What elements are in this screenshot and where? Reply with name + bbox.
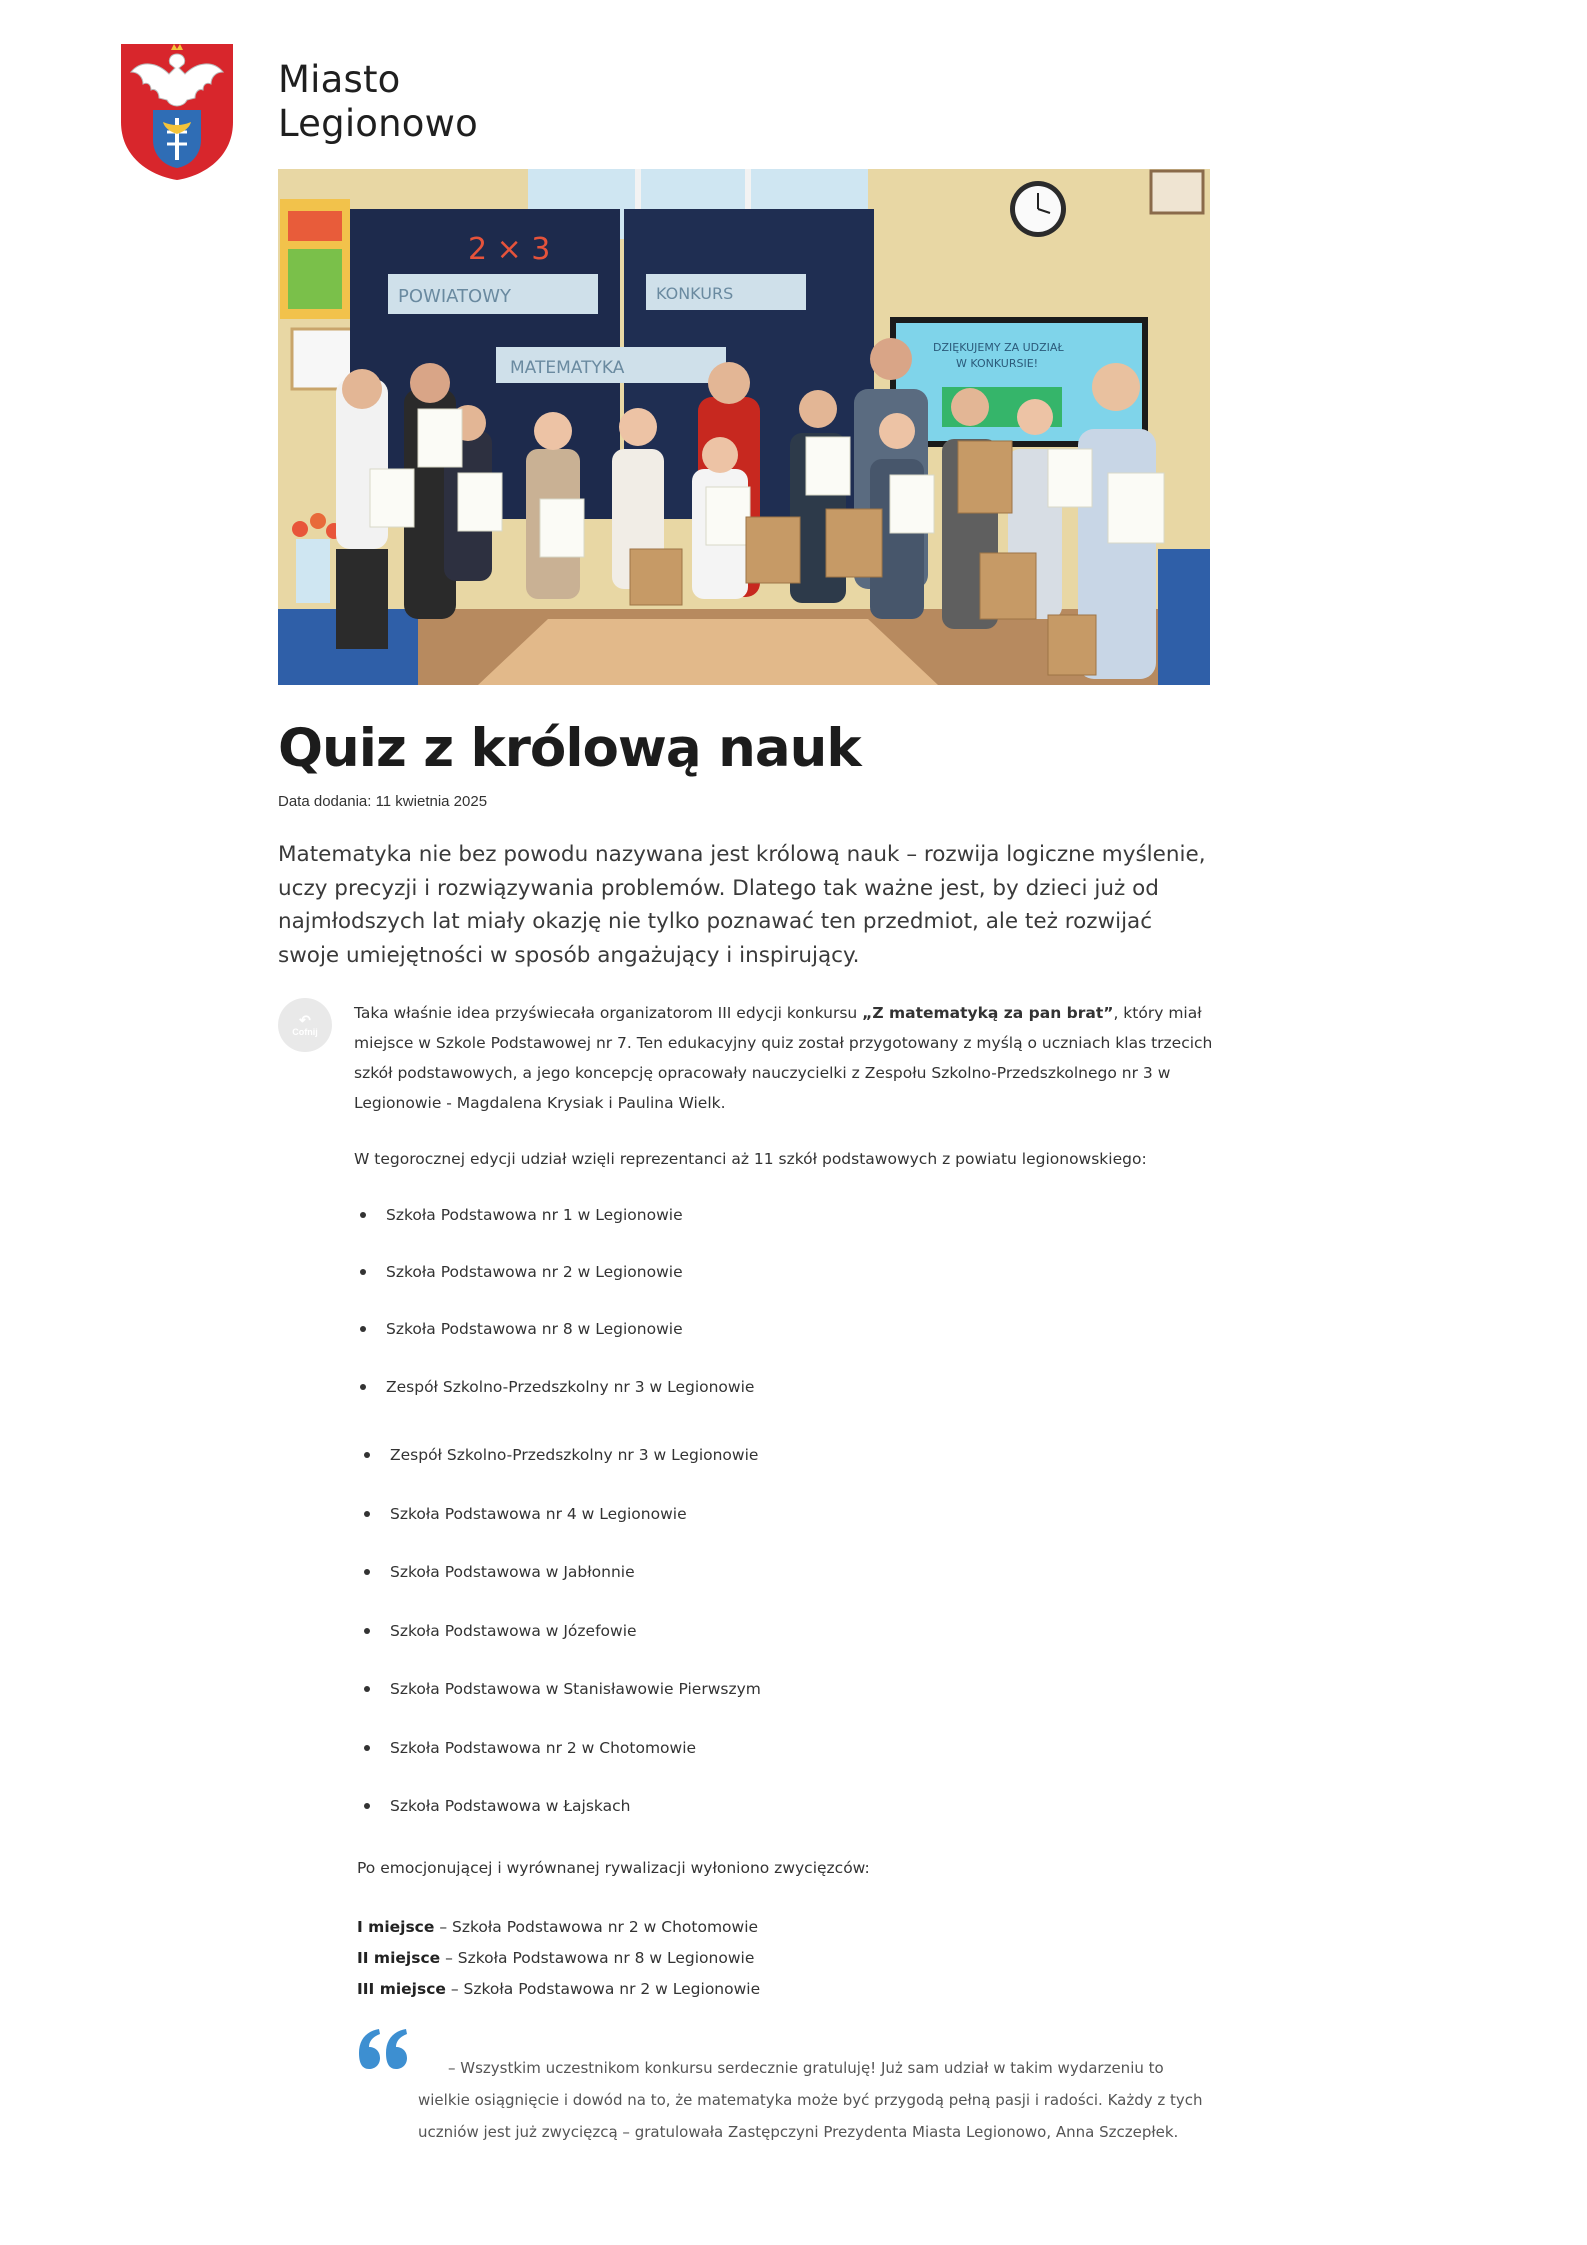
list-item: Zespół Szkolno-Przedszkolny nr 3 w Legionowie <box>358 1440 758 1470</box>
site-name[interactable] <box>278 58 478 146</box>
list-item: Szkoła Podstawowa nr 4 w Legionowie <box>358 1499 687 1529</box>
photo-screen-text-2: W KONKURSIE! <box>956 357 1039 370</box>
list-item: Szkoła Podstawowa w Józefowie <box>358 1616 637 1646</box>
article-lead: Matematyka nie bez powodu nazywana jest królową nauk – rozwija logiczne myślenie, uczy precyzji i rozwiązywania problemów. Dlatego tak ważne jest, by dzieci już od najmłodszych lat miały okazję nie tylko poznawać ten przedmiot, ale też rozwijać swoje umiejętności w sposób angażujący i inspirujący. <box>278 842 1206 968</box>
article-date: Data dodania: 11 kwietnia 2025 <box>278 793 488 810</box>
photo-math-label: 2 × 3 <box>468 232 551 267</box>
winner-row <box>357 1943 760 1974</box>
winner-school: – Szkoła Podstawowa nr 2 w Chotomowie <box>434 1918 759 1936</box>
photo-banner-2: KONKURS <box>656 284 734 303</box>
paragraph-1-start: Taka właśnie idea przyświecała organizatorom III edycji konkursu <box>354 1004 863 1022</box>
contest-name: „Z matematyką za pan brat” <box>862 1004 1114 1022</box>
site-header <box>117 40 617 182</box>
list-item: Zespół Szkolno-Przedszkolny nr 3 w Legionowie <box>354 1372 754 1402</box>
back-arrow-icon: ↶ <box>299 1012 311 1028</box>
photo-screen-text-1: DZIĘKUJEMY ZA UDZIAŁ <box>933 341 1064 354</box>
list-item: Szkoła Podstawowa w Jabłonnie <box>358 1557 635 1587</box>
winners-list <box>357 1912 760 2005</box>
article-paragraph-2: W tegorocznej edycji udział wzięli reprezentanci aż 11 szkół podstawowych z powiatu legionowskiego: <box>354 1150 1147 1168</box>
list-item: Szkoła Podstawowa nr 8 w Legionowie <box>354 1314 683 1344</box>
list-item: Szkoła Podstawowa w Stanisławowie Pierwszym <box>358 1674 761 1704</box>
classroom-photo <box>278 169 1210 685</box>
city-crest-icon[interactable] <box>117 40 237 182</box>
back-button-label: Cofnij <box>292 1027 318 1037</box>
back-button[interactable] <box>278 998 332 1052</box>
list-item: Szkoła Podstawowa nr 2 w Chotomowie <box>358 1733 696 1763</box>
article-photo <box>278 169 1210 685</box>
winner-school: – Szkoła Podstawowa nr 2 w Legionowie <box>445 1980 761 1998</box>
winner-school: – Szkoła Podstawowa nr 8 w Legionowie <box>440 1949 755 1967</box>
photo-banner-3: MATEMATYKA <box>510 358 625 378</box>
list-item: Szkoła Podstawowa nr 2 w Legionowie <box>354 1257 683 1287</box>
quote-mark-icon <box>355 2027 411 2071</box>
winner-place: II miejsce <box>357 1949 441 1967</box>
winner-place: I miejsce <box>357 1918 435 1936</box>
photo-banner-1: POWIATOWY <box>398 286 512 307</box>
winner-row <box>357 1912 760 1943</box>
list-item: Szkoła Podstawowa nr 1 w Legionowie <box>354 1200 683 1230</box>
site-name-line2: Legionowo <box>278 102 478 145</box>
article-paragraph-1 <box>354 998 1214 1118</box>
paragraph-1-end: , który miał miejsce w Szkole Podstawowej nr 7. Ten edukacyjny quiz został przygotowany z myślą o uczniach klas trzecich szkół podstawowych, a jego koncepcję opracowały nauczycielki z Zespołu Szkolno-Przedszkolnego nr 3 w Legionowie - Magdalena Krysiak i Paulina Wielk. <box>354 1004 1213 1112</box>
article-paragraph-3: Po emocjonującej i wyrównanej rywalizacji wyłoniono zwycięzców: <box>357 1859 870 1877</box>
site-name-line1: Miasto <box>278 58 401 101</box>
article-title: Quiz z królową nauk <box>278 718 861 779</box>
quote-text: – Wszystkim uczestnikom konkursu serdecznie gratuluję! Już sam udział w takim wydarzeniu to wielkie osiągnięcie i dowód na to, że matematyka może być przygodą pełną pasji i radości. Każdy z tych uczniów jest już zwycięzcą – gratulowała Zastępczyni Prezydenta Miasta Legionowo, Anna Szczepłek. <box>418 2059 1203 2141</box>
winner-place: III miejsce <box>357 1980 446 1998</box>
winner-row <box>357 1974 760 2005</box>
list-item: Szkoła Podstawowa w Łajskach <box>358 1791 631 1821</box>
